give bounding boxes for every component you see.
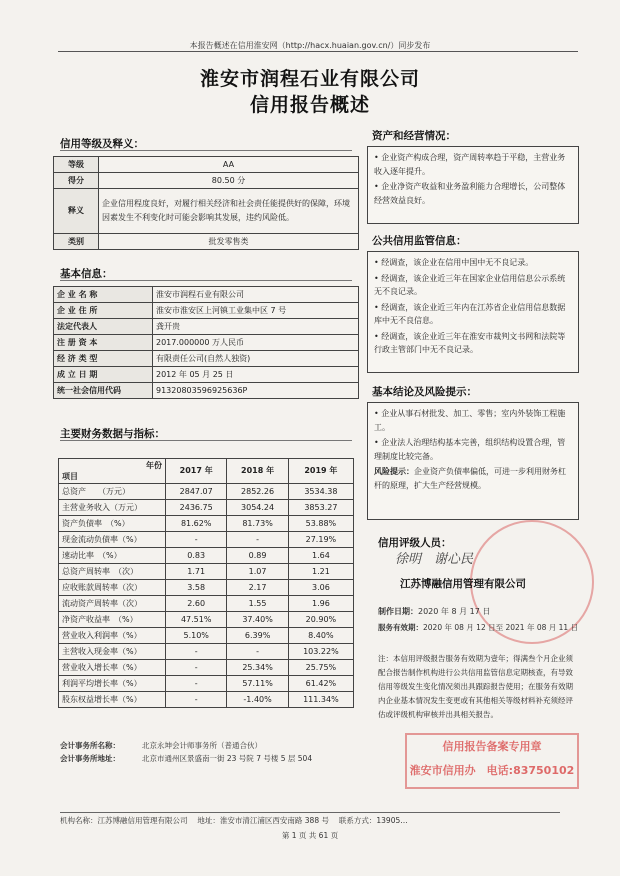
table-row	[59, 644, 354, 660]
legal-rep-label: 法定代表人	[54, 319, 153, 335]
financial-item: 流动资产周转率（次）	[59, 596, 166, 612]
financial-item: 速动比率 （%）	[59, 548, 166, 564]
credit-level-heading: 信用等级及释义：	[60, 138, 144, 150]
table-row	[54, 335, 359, 351]
conclusion-box	[367, 402, 579, 520]
table-row	[54, 367, 359, 383]
financial-value: 3.58	[166, 580, 227, 596]
financial-item: 总资产 （万元）	[59, 484, 166, 500]
financial-value: 81.73%	[227, 516, 288, 532]
section-divider	[60, 440, 352, 441]
date-label: 制作日期：	[378, 607, 418, 616]
section-divider	[60, 150, 352, 151]
table-row	[59, 596, 354, 612]
financial-value: -	[227, 532, 288, 548]
rating-agency-name: 江苏博融信用管理有限公司	[400, 578, 526, 590]
year-header: 2017 年	[166, 459, 227, 484]
table-row	[59, 484, 354, 500]
category-label: 类别	[54, 234, 99, 250]
filing-stamp	[405, 733, 579, 789]
risk-note: 风险提示：企业资产负债率偏低，可进一步利用财务杠杆的原理，扩大生产经营规模。	[374, 467, 566, 490]
financial-value: 5.10%	[166, 628, 227, 644]
econ-type-label: 经 济 类 型	[54, 351, 153, 367]
production-date: 2020 年 8 月 17 日	[418, 607, 491, 616]
table-row	[59, 676, 354, 692]
financial-value: -	[166, 644, 227, 660]
rater-signature: 徐明 谢心民	[395, 552, 474, 567]
table-row	[59, 500, 354, 516]
company-title: 淮安市润程石业有限公司	[199, 68, 420, 90]
list-item: • 经调查，该企业近三年在淮安市裁判文书网和法院等行政主管部门中无不良记录。	[374, 331, 566, 354]
financial-value: 6.39%	[227, 628, 288, 644]
table-row	[54, 173, 359, 189]
definition-value: 企业信用程度良好，对履行相关经济和社会责任能提供好的保障，环境因素发生不利变化时可能会影响其发展，违约风险低。	[99, 189, 359, 234]
financial-value: 2847.07	[166, 484, 227, 500]
financial-heading: 主要财务数据与指标：	[60, 428, 165, 440]
financial-value: 20.90%	[288, 612, 353, 628]
financial-value: 8.40%	[288, 628, 353, 644]
table-row	[59, 564, 354, 580]
footer-address-label: 地址：	[197, 816, 220, 825]
company-name-value: 淮安市润程石业有限公司	[153, 287, 359, 303]
score-label: 得分	[54, 173, 99, 189]
accounting-address: 北京市通州区景盛南一街 23 号院 7 号楼 5 层 504	[142, 754, 313, 763]
stamp-line1: 信用报告备案专用章	[442, 740, 542, 753]
econ-type-value: 有限责任公司(自然人独资)	[153, 351, 359, 367]
supervision-heading: 公共信用监管信息：	[372, 235, 467, 247]
company-name-label: 企 业 名 称	[54, 287, 153, 303]
financial-value: 37.40%	[227, 612, 288, 628]
year-header: 2019 年	[288, 459, 353, 484]
financial-value: 3054.24	[227, 500, 288, 516]
list-item: • 经调查，该企业近三年在国家企业信用信息公示系统无不良记录。	[374, 273, 566, 296]
financial-table	[58, 458, 354, 708]
financial-value: 25.34%	[227, 660, 288, 676]
financial-value: 103.22%	[288, 644, 353, 660]
financial-item: 主营业务收入（万元）	[59, 500, 166, 516]
footer-agency: 江苏博融信用管理有限公司	[97, 816, 188, 825]
financial-value: 1.21	[288, 564, 353, 580]
table-row	[54, 383, 359, 399]
list-item: • 企业法人治理结构基本完善，组织结构设置合理，管理制度比较完备。	[374, 438, 566, 461]
credit-code-value: 91320803596925636P	[153, 383, 359, 399]
financial-value: 1.96	[288, 596, 353, 612]
table-row	[59, 628, 354, 644]
financial-value: 2436.75	[166, 500, 227, 516]
financial-item: 股东权益增长率（%）	[59, 692, 166, 708]
financial-value: 3853.27	[288, 500, 353, 516]
financial-value: -	[166, 676, 227, 692]
corner-year: 年份	[146, 461, 162, 470]
financial-value: 81.62%	[166, 516, 227, 532]
rating-note: 注：本信用评级报告服务有效期为壹年；得满叁个月企业须配合报告制作机构进行公共信用监管信息定期核查，有导致信用等级发生变化情况须出具跟踪报告使用；在服务有效期内企业基本情况发生变更或有其他相关等级材料补充须经评估或评级机构审核并出具相关报告。	[378, 654, 573, 719]
table-row	[59, 580, 354, 596]
list-item: • 企业净资产收益和业务盈利能力合理增长，公司整体经营效益良好。	[374, 182, 566, 205]
level-value: AA	[99, 157, 359, 173]
financial-value: 61.42%	[288, 676, 353, 692]
financial-value: 0.83	[166, 548, 227, 564]
basic-info-table	[53, 286, 359, 399]
address-value: 淮安市淮安区上河镇工业集中区 7 号	[153, 303, 359, 319]
category-value: 批发零售类	[99, 234, 359, 250]
list-item: • 企业资产构成合理，资产周转率趋于平稳，主营业务收入逐年提升。	[374, 153, 566, 176]
score-value: 80.50 分	[99, 173, 359, 189]
founded-label: 成 立 日 期	[54, 367, 153, 383]
table-row	[54, 287, 359, 303]
table-row	[54, 351, 359, 367]
financial-item: 现金流动负债率（%）	[59, 532, 166, 548]
table-row	[59, 612, 354, 628]
report-title: 信用报告概述	[249, 94, 370, 116]
assets-box	[367, 146, 579, 224]
accounting-firm-name: 北京永坤会计师事务所（普通合伙）	[142, 741, 262, 750]
footer-agency-label: 机构名称：	[60, 816, 98, 825]
capital-value: 2017.000000 万人民币	[153, 335, 359, 351]
financial-item: 主营收入现金率（%）	[59, 644, 166, 660]
financial-value: 111.34%	[288, 692, 353, 708]
financial-value: 2.60	[166, 596, 227, 612]
table-row	[59, 548, 354, 564]
list-item: • 经调查，该企业在信用中国中无不良记录。	[374, 258, 534, 267]
financial-value: -	[227, 644, 288, 660]
assets-heading: 资产和经营情况：	[372, 130, 456, 142]
footer-phone-label: 联系方式：	[338, 816, 377, 825]
level-label: 等级	[54, 157, 99, 173]
service-period-label: 服务有效期：	[378, 623, 423, 632]
accounting-firm-label: 会计事务所名称：	[60, 741, 120, 750]
list-item: • 企业从事石材批发、加工、零售；室内外装饰工程施工。	[374, 409, 566, 432]
financial-value: 1.07	[227, 564, 288, 580]
financial-item: 营业收入利润率（%）	[59, 628, 166, 644]
financial-item: 总资产周转率 （次）	[59, 564, 166, 580]
financial-value: -1.40%	[227, 692, 288, 708]
financial-item: 应收账款周转率（次）	[59, 580, 166, 596]
table-row	[59, 532, 354, 548]
footer-bar	[60, 812, 560, 826]
financial-item: 净资产收益率 （%）	[59, 612, 166, 628]
footer-address: 淮安市清江浦区西安南路 388 号	[219, 816, 329, 825]
footer-phone: 13905…	[376, 816, 408, 825]
financial-value: 0.89	[227, 548, 288, 564]
stamp-line2: 淮安市信用办 电话:83750102	[409, 764, 575, 777]
accounting-address-label: 会计事务所地址：	[60, 754, 120, 763]
publish-note: 本报告概述在信用淮安网（http://hacx.huaian.gov.cn/）同步发布	[189, 41, 431, 50]
credit-code-label: 统一社会信用代码	[54, 383, 153, 399]
financial-value: 3534.38	[288, 484, 353, 500]
financial-item: 营业收入增长率（%）	[59, 660, 166, 676]
service-period: 2020 年 08 月 12 日至 2021 年 08 月 11 日	[423, 623, 579, 632]
capital-label: 注 册 资 本	[54, 335, 153, 351]
financial-value: -	[166, 660, 227, 676]
table-row	[54, 189, 359, 234]
year-header: 2018 年	[227, 459, 288, 484]
table-row	[59, 660, 354, 676]
basic-info-heading: 基本信息：	[60, 268, 113, 280]
list-item: • 经调查，该企业近三年内在江苏省企业信用信息数据库中无不良信息。	[374, 302, 566, 325]
financial-value: 2852.26	[227, 484, 288, 500]
founded-value: 2012 年 05 月 25 日	[153, 367, 359, 383]
address-label: 企 业 住 所	[54, 303, 153, 319]
financial-item: 资产负债率 （%）	[59, 516, 166, 532]
table-row	[59, 692, 354, 708]
rating-personnel-label: 信用评级人员：	[378, 537, 452, 549]
supervision-box	[367, 251, 579, 373]
financial-value: 1.64	[288, 548, 353, 564]
financial-value: 47.51%	[166, 612, 227, 628]
conclusion-heading: 基本结论及风险提示：	[372, 386, 477, 398]
financial-item: 利润平均增长率（%）	[59, 676, 166, 692]
definition-label: 释义	[54, 189, 99, 234]
financial-value: 53.88%	[288, 516, 353, 532]
financial-value: 57.11%	[227, 676, 288, 692]
page-number: 第 1 页 共 61 页	[281, 831, 339, 840]
table-row	[54, 303, 359, 319]
financial-value: 3.06	[288, 580, 353, 596]
table-row	[54, 319, 359, 335]
table-row	[59, 516, 354, 532]
corner-cell	[59, 459, 166, 484]
header-divider	[58, 51, 578, 52]
financial-value: -	[166, 532, 227, 548]
section-divider	[60, 280, 352, 281]
financial-value: 1.55	[227, 596, 288, 612]
table-row	[54, 234, 359, 250]
corner-item: 项目	[62, 472, 78, 481]
financial-value: 2.17	[227, 580, 288, 596]
financial-value: 25.75%	[288, 660, 353, 676]
table-header-row	[59, 459, 354, 484]
legal-rep-value: 龚开贵	[153, 319, 359, 335]
table-row	[54, 157, 359, 173]
financial-value: 1.71	[166, 564, 227, 580]
financial-value: 27.19%	[288, 532, 353, 548]
financial-value: -	[166, 692, 227, 708]
credit-level-table	[53, 156, 359, 250]
